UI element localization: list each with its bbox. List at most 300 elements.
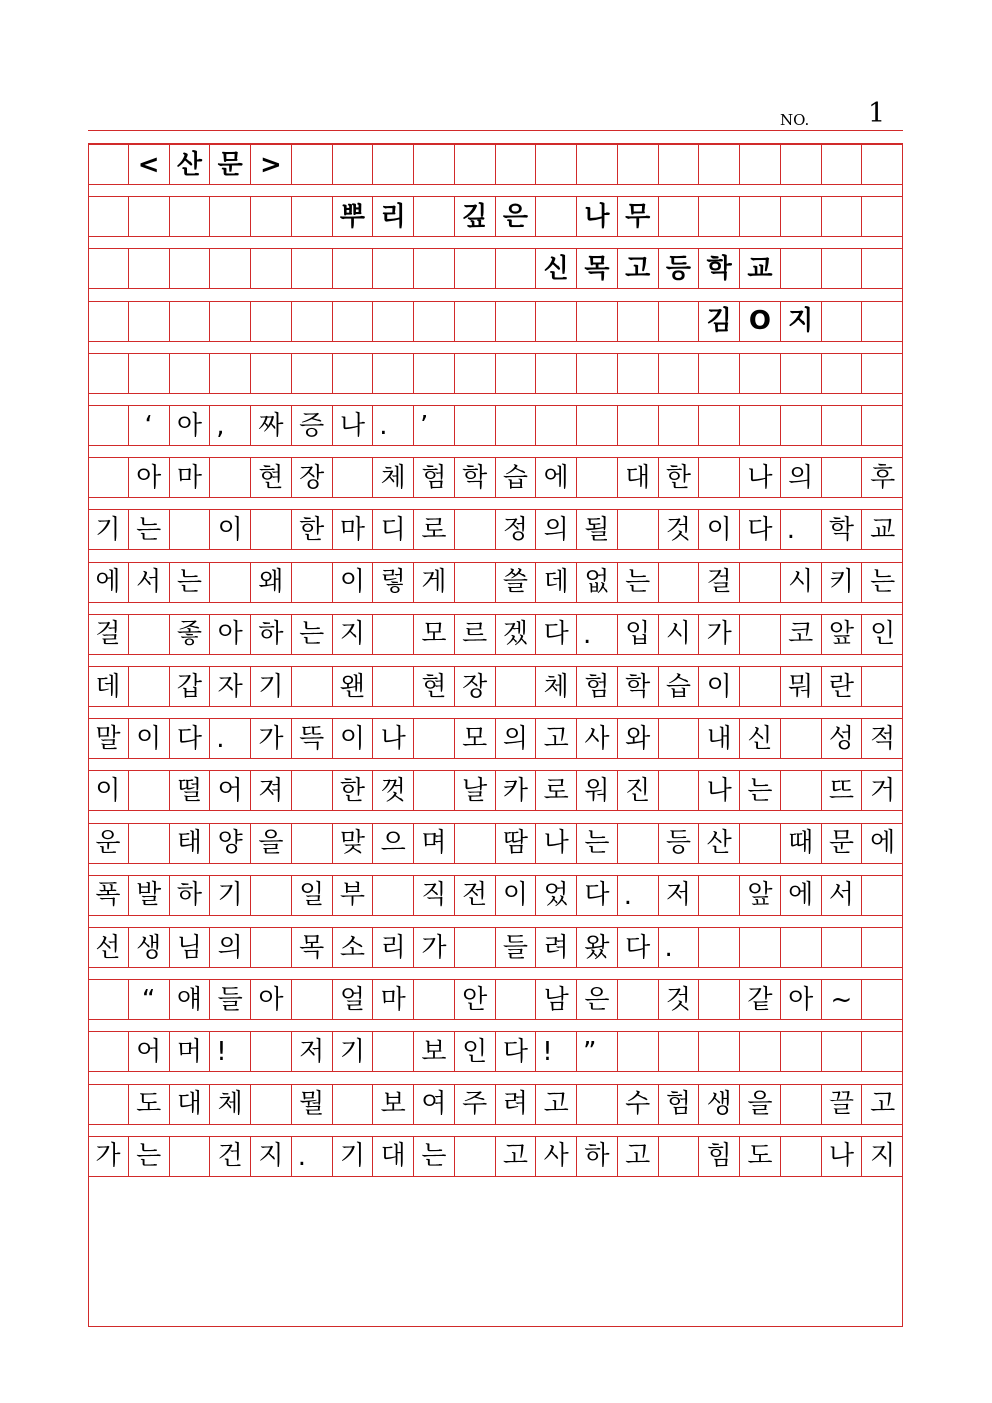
- manuscript-cell: [455, 145, 496, 184]
- manuscript-row: [88, 457, 903, 498]
- manuscript-cell: 뭐: [781, 667, 822, 706]
- manuscript-cell: 소: [333, 928, 374, 967]
- manuscript-cell: 앞: [740, 876, 781, 915]
- manuscript-cell: [496, 406, 537, 445]
- manuscript-cell: [129, 667, 170, 706]
- manuscript-cell: 을: [251, 824, 292, 863]
- manuscript-cell: 습: [659, 667, 700, 706]
- manuscript-cell: 없: [577, 563, 618, 602]
- manuscript-cell: [129, 354, 170, 393]
- manuscript-cell: 저: [659, 876, 700, 915]
- manuscript-cell: 다: [577, 876, 618, 915]
- manuscript-cell: 나: [536, 824, 577, 863]
- manuscript-cell: 지: [870, 1141, 896, 1172]
- manuscript-cell: 르: [455, 615, 496, 654]
- manuscript-cell: 었: [536, 876, 577, 915]
- manuscript-cell: 발: [129, 876, 170, 915]
- manuscript-cell: [659, 771, 700, 810]
- manuscript-cell: 인: [455, 1032, 496, 1071]
- manuscript-sheet: [88, 143, 903, 1327]
- manuscript-cell: 들: [496, 928, 537, 967]
- manuscript-row: [88, 718, 903, 759]
- manuscript-cell: 는: [292, 615, 333, 654]
- manuscript-cell: 져: [251, 771, 292, 810]
- manuscript-cell: 험: [659, 1085, 700, 1124]
- manuscript-cell: 학: [699, 249, 740, 288]
- manuscript-cell: 의: [496, 719, 537, 758]
- manuscript-cell: [373, 145, 414, 184]
- manuscript-cell: 나: [577, 197, 618, 236]
- manuscript-cell: 는: [577, 824, 618, 863]
- manuscript-cell: [659, 563, 700, 602]
- manuscript-cell: 일: [292, 876, 333, 915]
- manuscript-cell: [88, 302, 129, 341]
- manuscript-cell: .: [781, 510, 822, 549]
- manuscript-cell: [333, 1085, 374, 1124]
- manuscript-cell: 현: [251, 458, 292, 497]
- manuscript-cell: 사: [577, 719, 618, 758]
- manuscript-cell: 무: [618, 197, 659, 236]
- manuscript-cell: [740, 928, 781, 967]
- manuscript-cell: [129, 249, 170, 288]
- manuscript-cell: [862, 980, 903, 1019]
- manuscript-cell: 마: [333, 510, 374, 549]
- manuscript-cell: [129, 771, 170, 810]
- manuscript-cell: [292, 145, 333, 184]
- manuscript-cell: 얼: [333, 980, 374, 1019]
- manuscript-cell: [292, 302, 333, 341]
- manuscript-cell: 다: [170, 719, 211, 758]
- manuscript-cell: 어: [210, 771, 251, 810]
- manuscript-cell: [210, 302, 251, 341]
- manuscript-cell: 산: [699, 824, 740, 863]
- manuscript-cell: [170, 510, 211, 549]
- manuscript-cell: .: [659, 928, 700, 967]
- manuscript-cell: 학: [455, 458, 496, 497]
- manuscript-row: [88, 1136, 903, 1177]
- manuscript-cell: [414, 771, 455, 810]
- manuscript-cell: 남: [536, 980, 577, 1019]
- manuscript-cell: [659, 1032, 700, 1071]
- manuscript-cell: [414, 249, 455, 288]
- manuscript-cell: 전: [455, 876, 496, 915]
- manuscript-cell: 뜩: [292, 719, 333, 758]
- manuscript-cell: [455, 406, 496, 445]
- manuscript-cell: [659, 1137, 700, 1176]
- manuscript-cell: .: [618, 876, 659, 915]
- manuscript-cell: [88, 354, 129, 393]
- manuscript-cell: 모: [414, 615, 455, 654]
- manuscript-cell: 땀: [496, 824, 537, 863]
- manuscript-cell: >: [251, 145, 292, 184]
- manuscript-cell: .: [577, 615, 618, 654]
- manuscript-cell: 체: [536, 667, 577, 706]
- manuscript-cell: 문: [210, 145, 251, 184]
- manuscript-cell: 맞: [333, 824, 374, 863]
- manuscript-cell: 서: [822, 876, 863, 915]
- manuscript-cell: 다: [496, 1032, 537, 1071]
- manuscript-cell: [740, 615, 781, 654]
- manuscript-cell: 짜: [251, 406, 292, 445]
- manuscript-cell: [862, 406, 903, 445]
- manuscript-cell: 학: [822, 510, 863, 549]
- manuscript-cell: 운: [88, 824, 129, 863]
- manuscript-cell: 같: [740, 980, 781, 1019]
- manuscript-cell: [88, 1085, 129, 1124]
- manuscript-cell: 것: [659, 510, 700, 549]
- manuscript-cell: 양: [210, 824, 251, 863]
- manuscript-cell: [210, 197, 251, 236]
- manuscript-cell: [781, 406, 822, 445]
- manuscript-cell: 험: [414, 458, 455, 497]
- manuscript-cell: 님: [170, 928, 211, 967]
- manuscript-cell: [88, 197, 129, 236]
- manuscript-cell: 아: [210, 615, 251, 654]
- manuscript-cell: 시: [659, 615, 700, 654]
- manuscript-cell: [88, 145, 129, 184]
- manuscript-cell: [170, 354, 211, 393]
- manuscript-cell: 란: [822, 667, 863, 706]
- manuscript-cell: [699, 458, 740, 497]
- manuscript-cell: 하: [170, 876, 211, 915]
- manuscript-cell: 걸: [699, 563, 740, 602]
- manuscript-cell: [740, 824, 781, 863]
- manuscript-cell: [699, 145, 740, 184]
- manuscript-cell: [292, 667, 333, 706]
- manuscript-cell: 가: [251, 719, 292, 758]
- page-number: 1: [868, 98, 886, 129]
- manuscript-cell: 이: [699, 667, 740, 706]
- manuscript-cell: 는: [414, 1137, 455, 1176]
- manuscript-cell: 현: [414, 667, 455, 706]
- manuscript-cell: 험: [577, 667, 618, 706]
- manuscript-cell: .: [210, 719, 251, 758]
- manuscript-cell: [862, 1032, 903, 1071]
- manuscript-cell: [618, 406, 659, 445]
- manuscript-cell: [740, 354, 781, 393]
- manuscript-cell: [536, 145, 577, 184]
- manuscript-cell: [455, 824, 496, 863]
- manuscript-cell: 앞: [822, 615, 863, 654]
- manuscript-row: [88, 666, 903, 707]
- manuscript-cell: [740, 197, 781, 236]
- manuscript-cell: [496, 145, 537, 184]
- manuscript-cell: 지: [333, 615, 374, 654]
- manuscript-cell: [210, 249, 251, 288]
- manuscript-cell: 디: [373, 510, 414, 549]
- manuscript-cell: [373, 302, 414, 341]
- manuscript-cell: [618, 510, 659, 549]
- manuscript-cell: [862, 145, 903, 184]
- manuscript-cell: 으: [373, 824, 414, 863]
- manuscript-cell: 에: [88, 563, 129, 602]
- manuscript-cell: 신: [740, 719, 781, 758]
- manuscript-cell: [699, 1032, 740, 1071]
- manuscript-cell: [781, 719, 822, 758]
- manuscript-cell: [210, 563, 251, 602]
- manuscript-cell: 등: [659, 249, 700, 288]
- manuscript-cell: [496, 667, 537, 706]
- manuscript-row: [88, 823, 903, 864]
- manuscript-cell: [170, 249, 211, 288]
- manuscript-cell: 대: [373, 1137, 414, 1176]
- manuscript-cell: [373, 667, 414, 706]
- manuscript-cell: 장: [292, 458, 333, 497]
- manuscript-cell: 될: [577, 510, 618, 549]
- manuscript-row: [88, 196, 903, 237]
- manuscript-cell: 거: [870, 775, 896, 806]
- manuscript-cell: [373, 354, 414, 393]
- manuscript-cell: 도: [740, 1137, 781, 1176]
- manuscript-cell: 워: [577, 771, 618, 810]
- manuscript-cell: 려: [496, 1085, 537, 1124]
- manuscript-cell: 교: [870, 514, 896, 545]
- manuscript-cell: [781, 197, 822, 236]
- manuscript-cell: [862, 249, 903, 288]
- manuscript-cell: [781, 771, 822, 810]
- manuscript-cell: 에: [781, 876, 822, 915]
- manuscript-cell: 의: [781, 458, 822, 497]
- manuscript-cell: 체: [210, 1085, 251, 1124]
- manuscript-cell: 는: [618, 563, 659, 602]
- manuscript-cell: [822, 1032, 863, 1071]
- manuscript-cell: 증: [292, 406, 333, 445]
- manuscript-cell: 아: [781, 980, 822, 1019]
- manuscript-cell: [373, 615, 414, 654]
- manuscript-cell: [292, 771, 333, 810]
- manuscript-cell: ’: [414, 406, 455, 445]
- manuscript-cell: [822, 354, 863, 393]
- manuscript-cell: [781, 928, 822, 967]
- manuscript-cell: 왔: [577, 928, 618, 967]
- manuscript-cell: [862, 302, 903, 341]
- manuscript-cell: 안: [455, 980, 496, 1019]
- manuscript-cell: 왜: [251, 563, 292, 602]
- manuscript-cell: [414, 197, 455, 236]
- manuscript-cell: [822, 249, 863, 288]
- manuscript-cell: 기: [210, 876, 251, 915]
- manuscript-cell: 김: [699, 302, 740, 341]
- manuscript-cell: [251, 354, 292, 393]
- manuscript-cell: 가: [88, 1137, 129, 1176]
- manuscript-cell: 목: [292, 928, 333, 967]
- manuscript-cell: 좋: [170, 615, 211, 654]
- manuscript-cell: 정: [496, 510, 537, 549]
- manuscript-row: [88, 248, 903, 289]
- manuscript-row: [88, 509, 903, 550]
- manuscript-cell: [373, 249, 414, 288]
- manuscript-cell: [333, 145, 374, 184]
- manuscript-cell: [659, 719, 700, 758]
- manuscript-cell: 로: [414, 510, 455, 549]
- manuscript-cell: [414, 145, 455, 184]
- manuscript-cell: 등: [659, 824, 700, 863]
- manuscript-cell: [862, 928, 903, 967]
- manuscript-cell: 생: [699, 1085, 740, 1124]
- manuscript-cell: 게: [414, 563, 455, 602]
- manuscript-cell: [170, 302, 211, 341]
- manuscript-cell: 목: [577, 249, 618, 288]
- page-no-label: NO.: [780, 111, 810, 129]
- manuscript-cell: [536, 406, 577, 445]
- manuscript-cell: 건: [210, 1137, 251, 1176]
- manuscript-cell: ~: [822, 980, 863, 1019]
- manuscript-cell: 하: [251, 615, 292, 654]
- manuscript-cell: 하: [577, 1137, 618, 1176]
- manuscript-cell: 이: [333, 719, 374, 758]
- manuscript-cell: 마: [170, 458, 211, 497]
- manuscript-cell: [781, 1085, 822, 1124]
- manuscript-cell: 은: [577, 980, 618, 1019]
- manuscript-cell: [618, 354, 659, 393]
- manuscript-cell: 이: [333, 563, 374, 602]
- manuscript-cell: [292, 824, 333, 863]
- manuscript-cell: ”: [577, 1032, 618, 1071]
- manuscript-cell: 마: [373, 980, 414, 1019]
- manuscript-cell: 머: [170, 1032, 211, 1071]
- manuscript-cell: 기: [333, 1137, 374, 1176]
- manuscript-cell: 이: [88, 771, 129, 810]
- manuscript-cell: 신: [536, 249, 577, 288]
- manuscript-cell: [781, 145, 822, 184]
- manuscript-cell: 적: [870, 723, 896, 754]
- manuscript-row: [88, 927, 903, 968]
- manuscript-cell: 의: [210, 928, 251, 967]
- manuscript-cell: 아: [129, 458, 170, 497]
- manuscript-cell: 한: [659, 458, 700, 497]
- manuscript-cell: 생: [129, 928, 170, 967]
- manuscript-cell: [577, 458, 618, 497]
- manuscript-cell: 고: [536, 1085, 577, 1124]
- manuscript-cell: [292, 249, 333, 288]
- manuscript-cell: 진: [618, 771, 659, 810]
- manuscript-cell: [618, 980, 659, 1019]
- manuscript-cell: [292, 980, 333, 1019]
- manuscript-cell: 와: [618, 719, 659, 758]
- manuscript-cell: 나: [822, 1137, 863, 1176]
- manuscript-cell: [822, 145, 863, 184]
- manuscript-cell: [659, 302, 700, 341]
- manuscript-cell: [129, 302, 170, 341]
- manuscript-cell: ,: [210, 406, 251, 445]
- manuscript-cell: 는: [129, 510, 170, 549]
- manuscript-cell: [536, 354, 577, 393]
- manuscript-cell: 체: [373, 458, 414, 497]
- manuscript-cell: 떨: [170, 771, 211, 810]
- manuscript-cell: [210, 354, 251, 393]
- manuscript-cell: 에: [536, 458, 577, 497]
- manuscript-cell: 수: [618, 1085, 659, 1124]
- manuscript-cell: [455, 928, 496, 967]
- manuscript-cell: [618, 824, 659, 863]
- manuscript-cell: !: [210, 1032, 251, 1071]
- manuscript-cell: 산: [170, 145, 211, 184]
- manuscript-cell: 저: [292, 1032, 333, 1071]
- manuscript-cell: [781, 249, 822, 288]
- manuscript-cell: 태: [170, 824, 211, 863]
- manuscript-cell: [455, 302, 496, 341]
- manuscript-cell: [577, 354, 618, 393]
- manuscript-cell: 이: [699, 510, 740, 549]
- manuscript-cell: 후: [870, 462, 896, 493]
- manuscript-cell: 은: [496, 197, 537, 236]
- manuscript-cell: [455, 249, 496, 288]
- manuscript-cell: .: [373, 406, 414, 445]
- manuscript-cell: 모: [455, 719, 496, 758]
- manuscript-row: [88, 1031, 903, 1072]
- header-rule: [88, 130, 903, 131]
- manuscript-cell: 부: [333, 876, 374, 915]
- manuscript-cell: 고: [618, 249, 659, 288]
- manuscript-cell: [781, 354, 822, 393]
- manuscript-cell: [251, 1085, 292, 1124]
- manuscript-cell: [822, 302, 863, 341]
- manuscript-cell: 는: [170, 563, 211, 602]
- manuscript-cell: [88, 249, 129, 288]
- manuscript-cell: [862, 197, 903, 236]
- manuscript-cell: [333, 354, 374, 393]
- manuscript-cell: [740, 145, 781, 184]
- manuscript-cell: 겠: [496, 615, 537, 654]
- manuscript-cell: [88, 980, 129, 1019]
- manuscript-cell: [822, 197, 863, 236]
- manuscript-cell: [862, 876, 903, 915]
- manuscript-cell: 아: [251, 980, 292, 1019]
- manuscript-row: [88, 614, 903, 655]
- manuscript-cell: [781, 1032, 822, 1071]
- manuscript-cell: 며: [414, 824, 455, 863]
- manuscript-row: [88, 1084, 903, 1125]
- manuscript-cell: [862, 354, 903, 393]
- manuscript-cell: 데: [88, 667, 129, 706]
- manuscript-row: [88, 353, 903, 394]
- manuscript-cell: 성: [822, 719, 863, 758]
- manuscript-cell: [414, 302, 455, 341]
- manuscript-cell: [414, 354, 455, 393]
- manuscript-cell: 에: [870, 828, 896, 859]
- manuscript-cell: 보: [373, 1085, 414, 1124]
- manuscript-cell: 힘: [699, 1137, 740, 1176]
- manuscript-cell: 고: [536, 719, 577, 758]
- manuscript-cell: [659, 197, 700, 236]
- manuscript-cell: [455, 563, 496, 602]
- manuscript-cell: 학: [618, 667, 659, 706]
- manuscript-cell: [618, 1032, 659, 1071]
- manuscript-cell: 고: [870, 1089, 896, 1120]
- manuscript-cell: 나: [740, 458, 781, 497]
- manuscript-cell: [740, 406, 781, 445]
- manuscript-cell: 주: [455, 1085, 496, 1124]
- manuscript-row: [88, 979, 903, 1020]
- manuscript-cell: [129, 197, 170, 236]
- manuscript-cell: [659, 354, 700, 393]
- manuscript-cell: [577, 145, 618, 184]
- manuscript-cell: [577, 1085, 618, 1124]
- manuscript-cell: [781, 1137, 822, 1176]
- manuscript-cell: 가: [414, 928, 455, 967]
- manuscript-cell: .: [292, 1137, 333, 1176]
- manuscript-cell: 려: [536, 928, 577, 967]
- manuscript-cell: 걸: [88, 615, 129, 654]
- manuscript-row: [88, 770, 903, 811]
- manuscript-cell: 것: [659, 980, 700, 1019]
- manuscript-cell: 고: [496, 1137, 537, 1176]
- manuscript-cell: [455, 510, 496, 549]
- manuscript-cell: 도: [129, 1085, 170, 1124]
- manuscript-cell: [88, 1032, 129, 1071]
- manuscript-cell: 다: [536, 615, 577, 654]
- manuscript-cell: [659, 145, 700, 184]
